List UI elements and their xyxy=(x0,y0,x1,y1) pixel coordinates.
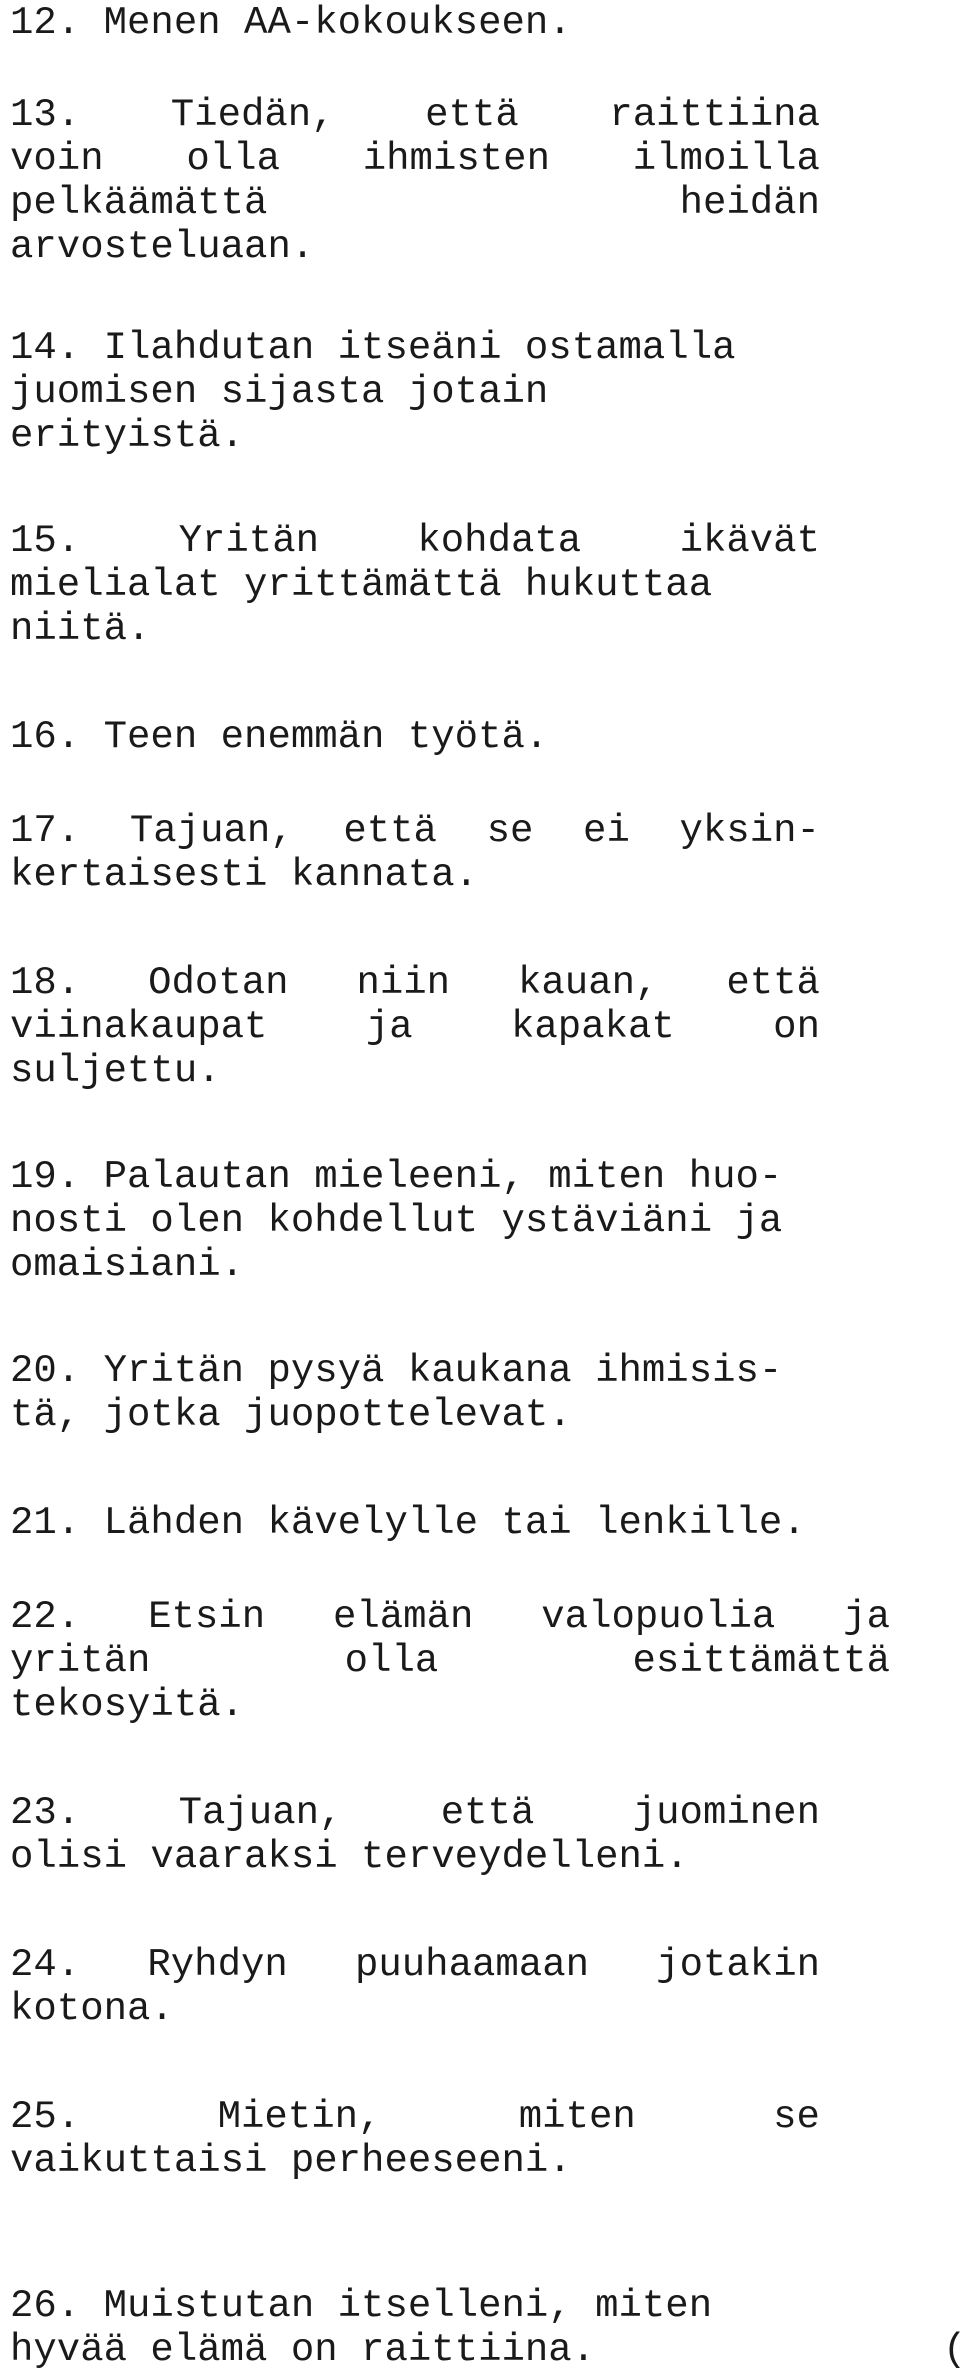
word: voin xyxy=(10,137,104,181)
item-25-line-1 xyxy=(10,2094,820,2140)
word: olla xyxy=(186,137,280,181)
item-22-line-2 xyxy=(10,1638,890,1684)
item-14-line-2: juomisen sijasta jotain xyxy=(10,370,549,414)
word: kohdata xyxy=(417,519,582,563)
item-20-line-1: 20. Yritän pysyä kaukana ihmisis- xyxy=(10,1349,783,1393)
word: yksin- xyxy=(679,809,820,853)
word: pelkäämättä xyxy=(10,181,268,225)
word: viinakaupat xyxy=(10,1005,268,1049)
item-17-line-1 xyxy=(10,808,820,854)
item-15-line-1 xyxy=(10,518,820,564)
item-15-line-2: mielialat yrittämättä hukuttaa xyxy=(10,563,713,607)
word: Ryhdyn xyxy=(147,1943,288,1987)
word: ja xyxy=(365,1005,413,1049)
word: että xyxy=(425,93,519,137)
word: 17. xyxy=(10,809,81,853)
word: 22. xyxy=(10,1595,81,1639)
word: että xyxy=(440,1791,535,1835)
word: on xyxy=(773,1005,820,1049)
item-22-line-3: tekosyitä. xyxy=(10,1683,245,1727)
word: 24. xyxy=(10,1943,81,1987)
item-19-line-1: 19. Palautan mieleeni, miten huo- xyxy=(10,1155,783,1199)
item-19-line-2: nosti olen kohdellut ystäviäni ja xyxy=(10,1199,783,1243)
item-13-line-1 xyxy=(10,92,820,138)
word: ihmisten xyxy=(362,137,550,181)
word: juominen xyxy=(632,1791,820,1835)
word: ikävät xyxy=(679,519,820,563)
word: niin xyxy=(356,961,451,1005)
item-26-line-1: 26. Muistutan itselleni, miten xyxy=(10,2284,713,2328)
word: se xyxy=(486,809,534,853)
word: Tiedän, xyxy=(170,93,335,137)
item-16-line-1: 16. Teen enemmän työtä. xyxy=(10,715,549,759)
item-15-line-3: niitä. xyxy=(10,607,151,651)
word: ja xyxy=(843,1595,890,1639)
item-23-line-1 xyxy=(10,1790,820,1836)
word: 25. xyxy=(10,2095,81,2139)
word: Yritän xyxy=(178,519,320,563)
word: yritän xyxy=(10,1639,151,1683)
item-14-line-1: 14. Ilahdutan itseäni ostamalla xyxy=(10,326,736,370)
word: 18. xyxy=(10,961,81,1005)
word: miten xyxy=(518,2095,636,2139)
item-13-line-2 xyxy=(10,136,820,182)
word: jotakin xyxy=(656,1943,820,1987)
word: heidän xyxy=(679,181,820,225)
item-25-line-2: vaikuttaisi perheeseeni. xyxy=(10,2139,572,2183)
item-21-line-1: 21. Lähden kävelylle tai lenkille. xyxy=(10,1501,806,1545)
item-24-line-2: kotona. xyxy=(10,1987,174,2031)
item-18-line-2 xyxy=(10,1004,820,1050)
item-23-line-2: olisi vaaraksi terveydelleni. xyxy=(10,1835,689,1879)
word: puuhaamaan xyxy=(354,1943,590,1987)
word: kapakat xyxy=(510,1005,675,1049)
word: Mietin, xyxy=(217,2095,382,2139)
item-20-line-2: tä, jotka juopottelevat. xyxy=(10,1393,572,1437)
item-14-line-3: erityistä. xyxy=(10,414,245,458)
item-26-line-2: hyvää elämä on raittiina. xyxy=(10,2328,596,2372)
word: Tajuan, xyxy=(178,1791,343,1835)
edge-parenthesis-mark: ( xyxy=(943,2328,966,2372)
item-24-line-1 xyxy=(10,1942,820,1988)
word: 15. xyxy=(10,519,81,563)
word: 13. xyxy=(10,93,81,137)
item-17-line-2: kertaisesti kannata. xyxy=(10,853,479,897)
item-13-line-4: arvosteluaan. xyxy=(10,225,315,269)
word: että xyxy=(726,961,820,1005)
word: kauan, xyxy=(518,961,659,1005)
word: ilmoilla xyxy=(632,137,820,181)
word: olla xyxy=(344,1639,439,1683)
item-18-line-1 xyxy=(10,960,820,1006)
item-22-line-1 xyxy=(10,1594,890,1640)
word: valopuolia xyxy=(541,1595,776,1639)
item-19-line-3: omaisiani. xyxy=(10,1243,245,1287)
word: Etsin xyxy=(148,1595,266,1639)
item-13-line-3 xyxy=(10,180,820,226)
word: Tajuan, xyxy=(129,809,294,853)
word: 23. xyxy=(10,1791,81,1835)
word: esittämättä xyxy=(632,1639,890,1683)
word: elämän xyxy=(332,1595,474,1639)
word: ei xyxy=(583,809,630,853)
item-12-line-1: 12. Menen AA-kokoukseen. xyxy=(10,1,572,45)
item-18-line-3: suljettu. xyxy=(10,1049,221,1093)
word: Odotan xyxy=(148,961,289,1005)
word: että xyxy=(343,809,437,853)
word: raittiina xyxy=(609,93,820,137)
word: se xyxy=(773,2095,820,2139)
